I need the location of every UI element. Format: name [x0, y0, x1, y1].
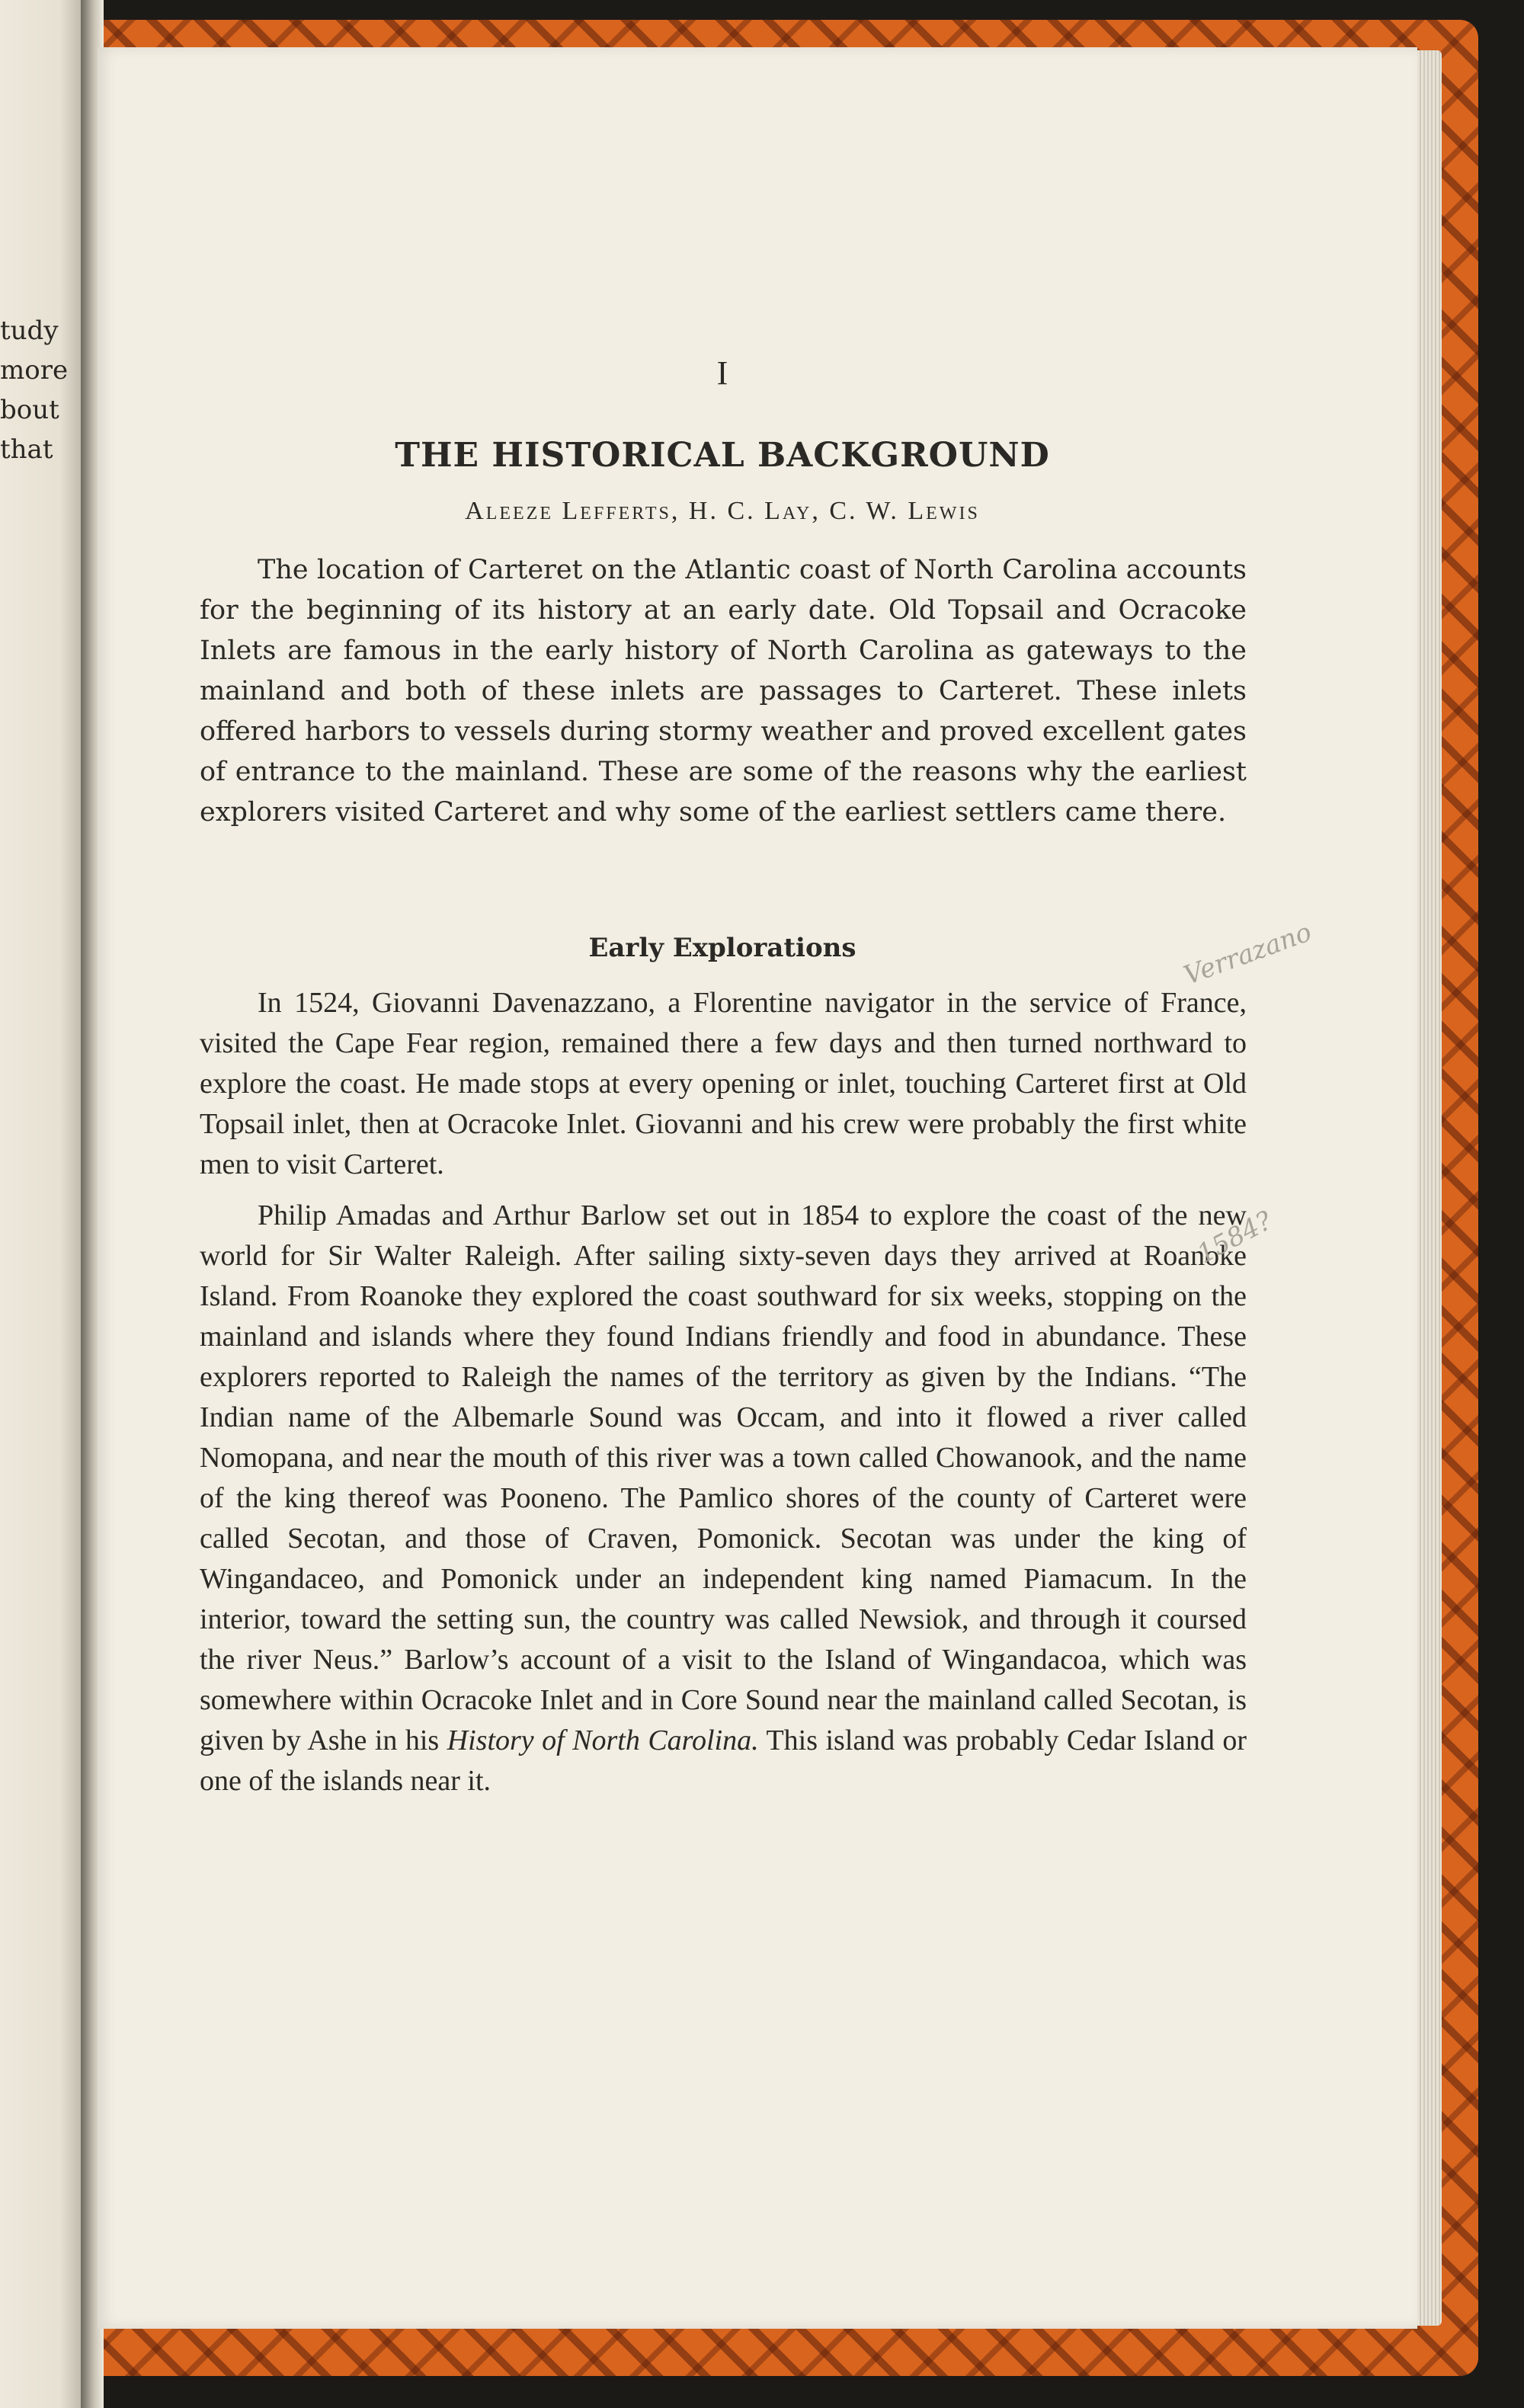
current-page	[98, 47, 1417, 2329]
bleed-word: that	[0, 434, 53, 465]
paragraph-text-end: This island was probably Cedar Island or one of the islands near it.	[200, 1724, 1247, 1797]
intro-paragraph: The location of Carteret on the Atlantic coast of North Carolina accounts for the beginning of its history at an early date. Old Topsail and Ocracoke Inlets are famous in the early history of North Carolina as gateways to the mainland and both of these inlets are passages to Carteret. These inlets offered harbors to vessels during stormy weather and proved excellent gates of entrance to the mainland. These are some of the reasons why the earliest explorers visited Carteret and why some of the earliest settlers came there.	[200, 555, 1247, 828]
early-explorations-section	[200, 983, 1247, 1801]
pencil-margin-note: Verrazano	[1180, 917, 1316, 991]
previous-page-text	[0, 311, 69, 469]
pencil-margin-note: 1584?	[1192, 1205, 1278, 1270]
chapter-number: I	[716, 354, 728, 392]
bleed-word: more	[0, 355, 69, 386]
book-title: History of North Carolina.	[447, 1724, 759, 1756]
paragraph-amadas-barlow	[200, 1196, 1247, 1801]
chapter-title: THE HISTORICAL BACKGROUND	[395, 436, 1050, 475]
paragraph-text: Philip Amadas and Arthur Barlow set out in 1854 to explore the coast of the new world for Sir Walter Raleigh. After sailing sixty-seven days they arrived at Roanoke Island. From Roanoke they explored the coast southward for six weeks, stopping on the mainland and islands where they found Indians friendly and food in abundance. These explorers reported to Raleigh the names of the territory as given by the Indians. “The Indian name of the Albemarle Sound was Occam, and into it flowed a river called Nomopana, and near the mouth of this river was a town called Chowanook, and the name of the king thereof was Pooneno. The Pamlico shores of the county of Carteret were called Secotan, and those of Craven, Pomonick. Secotan was under the king of Wingandaceo, and Pomonick under an independent king named Piamacum. In the interior, toward the setting sun, the country was called Newsiok, and through it coursed the river Neus.” Barlow’s account of a visit to the Island of Wingandacoa, which was somewhere within Ocracoke Inlet and in Core Sound near the mainland called Secotan, is given by Ashe in his	[200, 1199, 1247, 1756]
page-block-edge	[1417, 50, 1442, 2326]
intro-section	[200, 550, 1247, 833]
bleed-word: tudy	[0, 315, 59, 346]
previous-page	[0, 0, 85, 2408]
chapter-authors: Aleeze Lefferts, H. C. Lay, C. W. Lewis	[465, 497, 980, 525]
section-heading: Early Explorations	[588, 933, 856, 963]
bleed-word: bout	[0, 395, 59, 425]
paragraph-verrazzano: In 1524, Giovanni Davenazzano, a Florentine navigator in the service of France, visited the Cape Fear region, remained there a few days and then turned northward to explore the coast. He made stops at every opening or inlet, touching Carteret first at Old Topsail inlet, then at Ocracoke Inlet. Giovanni and his crew were probably the first white men to visit Carteret.	[200, 987, 1247, 1180]
